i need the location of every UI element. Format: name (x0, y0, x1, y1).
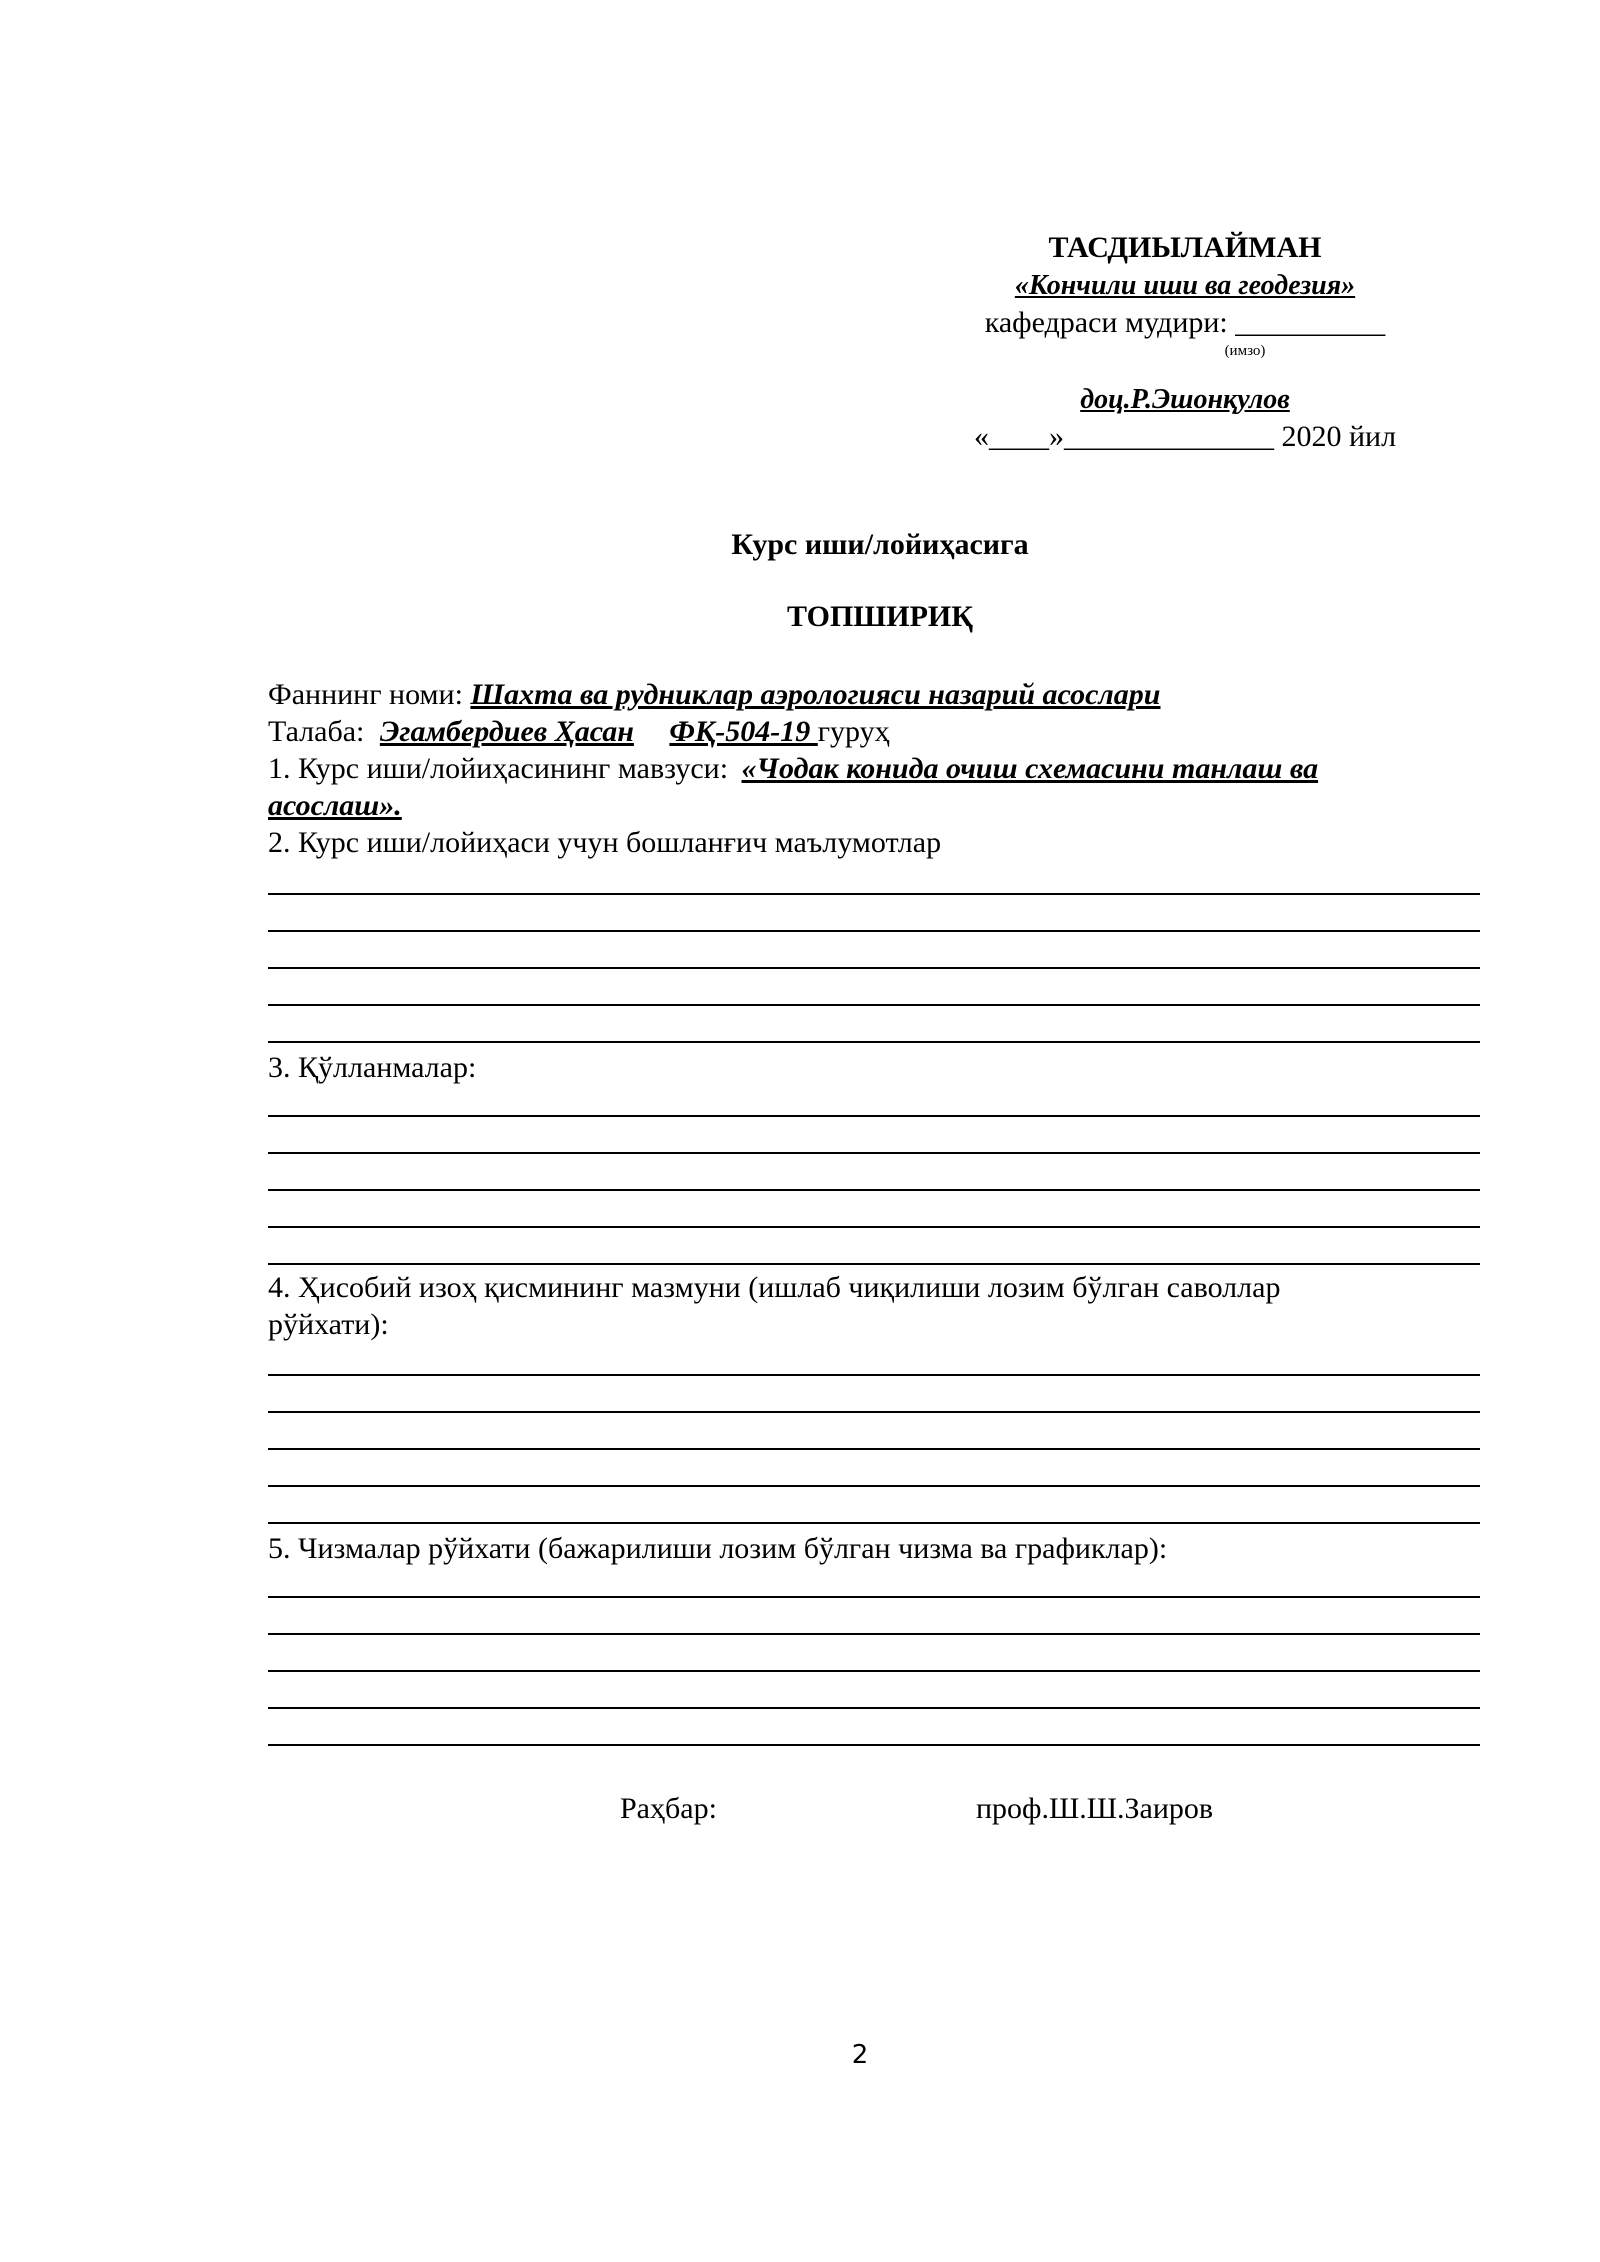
initial-data-line (268, 1004, 1480, 1006)
department-head-name: доц.Р.Эшонқулов (1080, 384, 1290, 415)
calculation-label (268, 1269, 1480, 1343)
approval-date-line: «____»______________ 2020 йил (973, 420, 1397, 453)
student-name: Эгамбердиев Ҳасан (379, 715, 634, 748)
subject-line (268, 676, 1480, 713)
supervisor-label: Раҳбар: (620, 1792, 717, 1825)
group-code: ФҚ-504-19 (669, 715, 818, 748)
approval-heading: ТАСДИЫЛАЙМАН (1048, 231, 1322, 264)
topic-label: 1. Курс иши/лойиҳасининг мавзуси: (268, 752, 736, 785)
topic-line (268, 750, 1480, 787)
info-block (268, 676, 1480, 861)
topic-value-continued: асослаш». (268, 789, 402, 822)
page-number: 2 (851, 2040, 869, 2070)
group-suffix: гуруҳ (817, 715, 890, 748)
manuals-line (268, 1115, 1480, 1117)
drawings-line (268, 1744, 1480, 1746)
manuals-line (268, 1189, 1480, 1191)
manuals-label: 3. Қўлланмалар: (268, 1051, 477, 1084)
initial-data-line (268, 930, 1480, 932)
topic-line-2 (268, 787, 1480, 824)
student-line (268, 713, 1480, 750)
manuals-line (268, 1263, 1480, 1265)
drawings-line (268, 1596, 1480, 1598)
student-label: Талаба: (268, 715, 372, 748)
topic-value: «Чодак конида очиш схемасини танлаш ва (741, 752, 1319, 785)
manuals-line (268, 1226, 1480, 1228)
initial-data-label: 2. Курс иши/лойиҳаси учун бошланғич маълумотлар (268, 826, 942, 859)
supervisor-name: проф.Ш.Ш.Заиров (976, 1792, 1214, 1825)
document-title: ТОПШИРИҚ (787, 600, 973, 633)
calculation-line (268, 1448, 1480, 1450)
initial-data-line (268, 893, 1480, 895)
document-subtitle: Курс иши/лойиҳасига (731, 528, 1029, 561)
department-name: «Кончили иши ва геодезия» (1014, 270, 1356, 301)
calculation-label-line-1: 4. Ҳисобий изоҳ қисмининг мазмуни (ишлаб чиқилиши лозим бўлган саволлар (268, 1271, 1281, 1304)
calculation-line (268, 1374, 1480, 1376)
calculation-line (268, 1411, 1480, 1413)
drawings-line (268, 1670, 1480, 1672)
subject-value: Шахта ва рудниклар аэрологияси назарий асослари (470, 678, 1161, 711)
drawings-line (268, 1707, 1480, 1709)
drawings-line (268, 1633, 1480, 1635)
approval-block (960, 228, 1410, 456)
department-head-label: кафедраси мудири: __________ (984, 306, 1386, 339)
signature-note: (имзо) (1224, 343, 1266, 359)
calculation-line (268, 1485, 1480, 1487)
initial-data-line (268, 967, 1480, 969)
calculation-label-line-2: рўйхати): (268, 1308, 389, 1341)
manuals-line (268, 1152, 1480, 1154)
calculation-line (268, 1522, 1480, 1524)
drawings-label: 5. Чизмалар рўйхати (бажарилиши лозим бўлган чизма ва графиклар): (268, 1532, 1168, 1565)
initial-data-line (268, 1041, 1480, 1043)
subject-label: Фаннинг номи: (268, 678, 471, 711)
